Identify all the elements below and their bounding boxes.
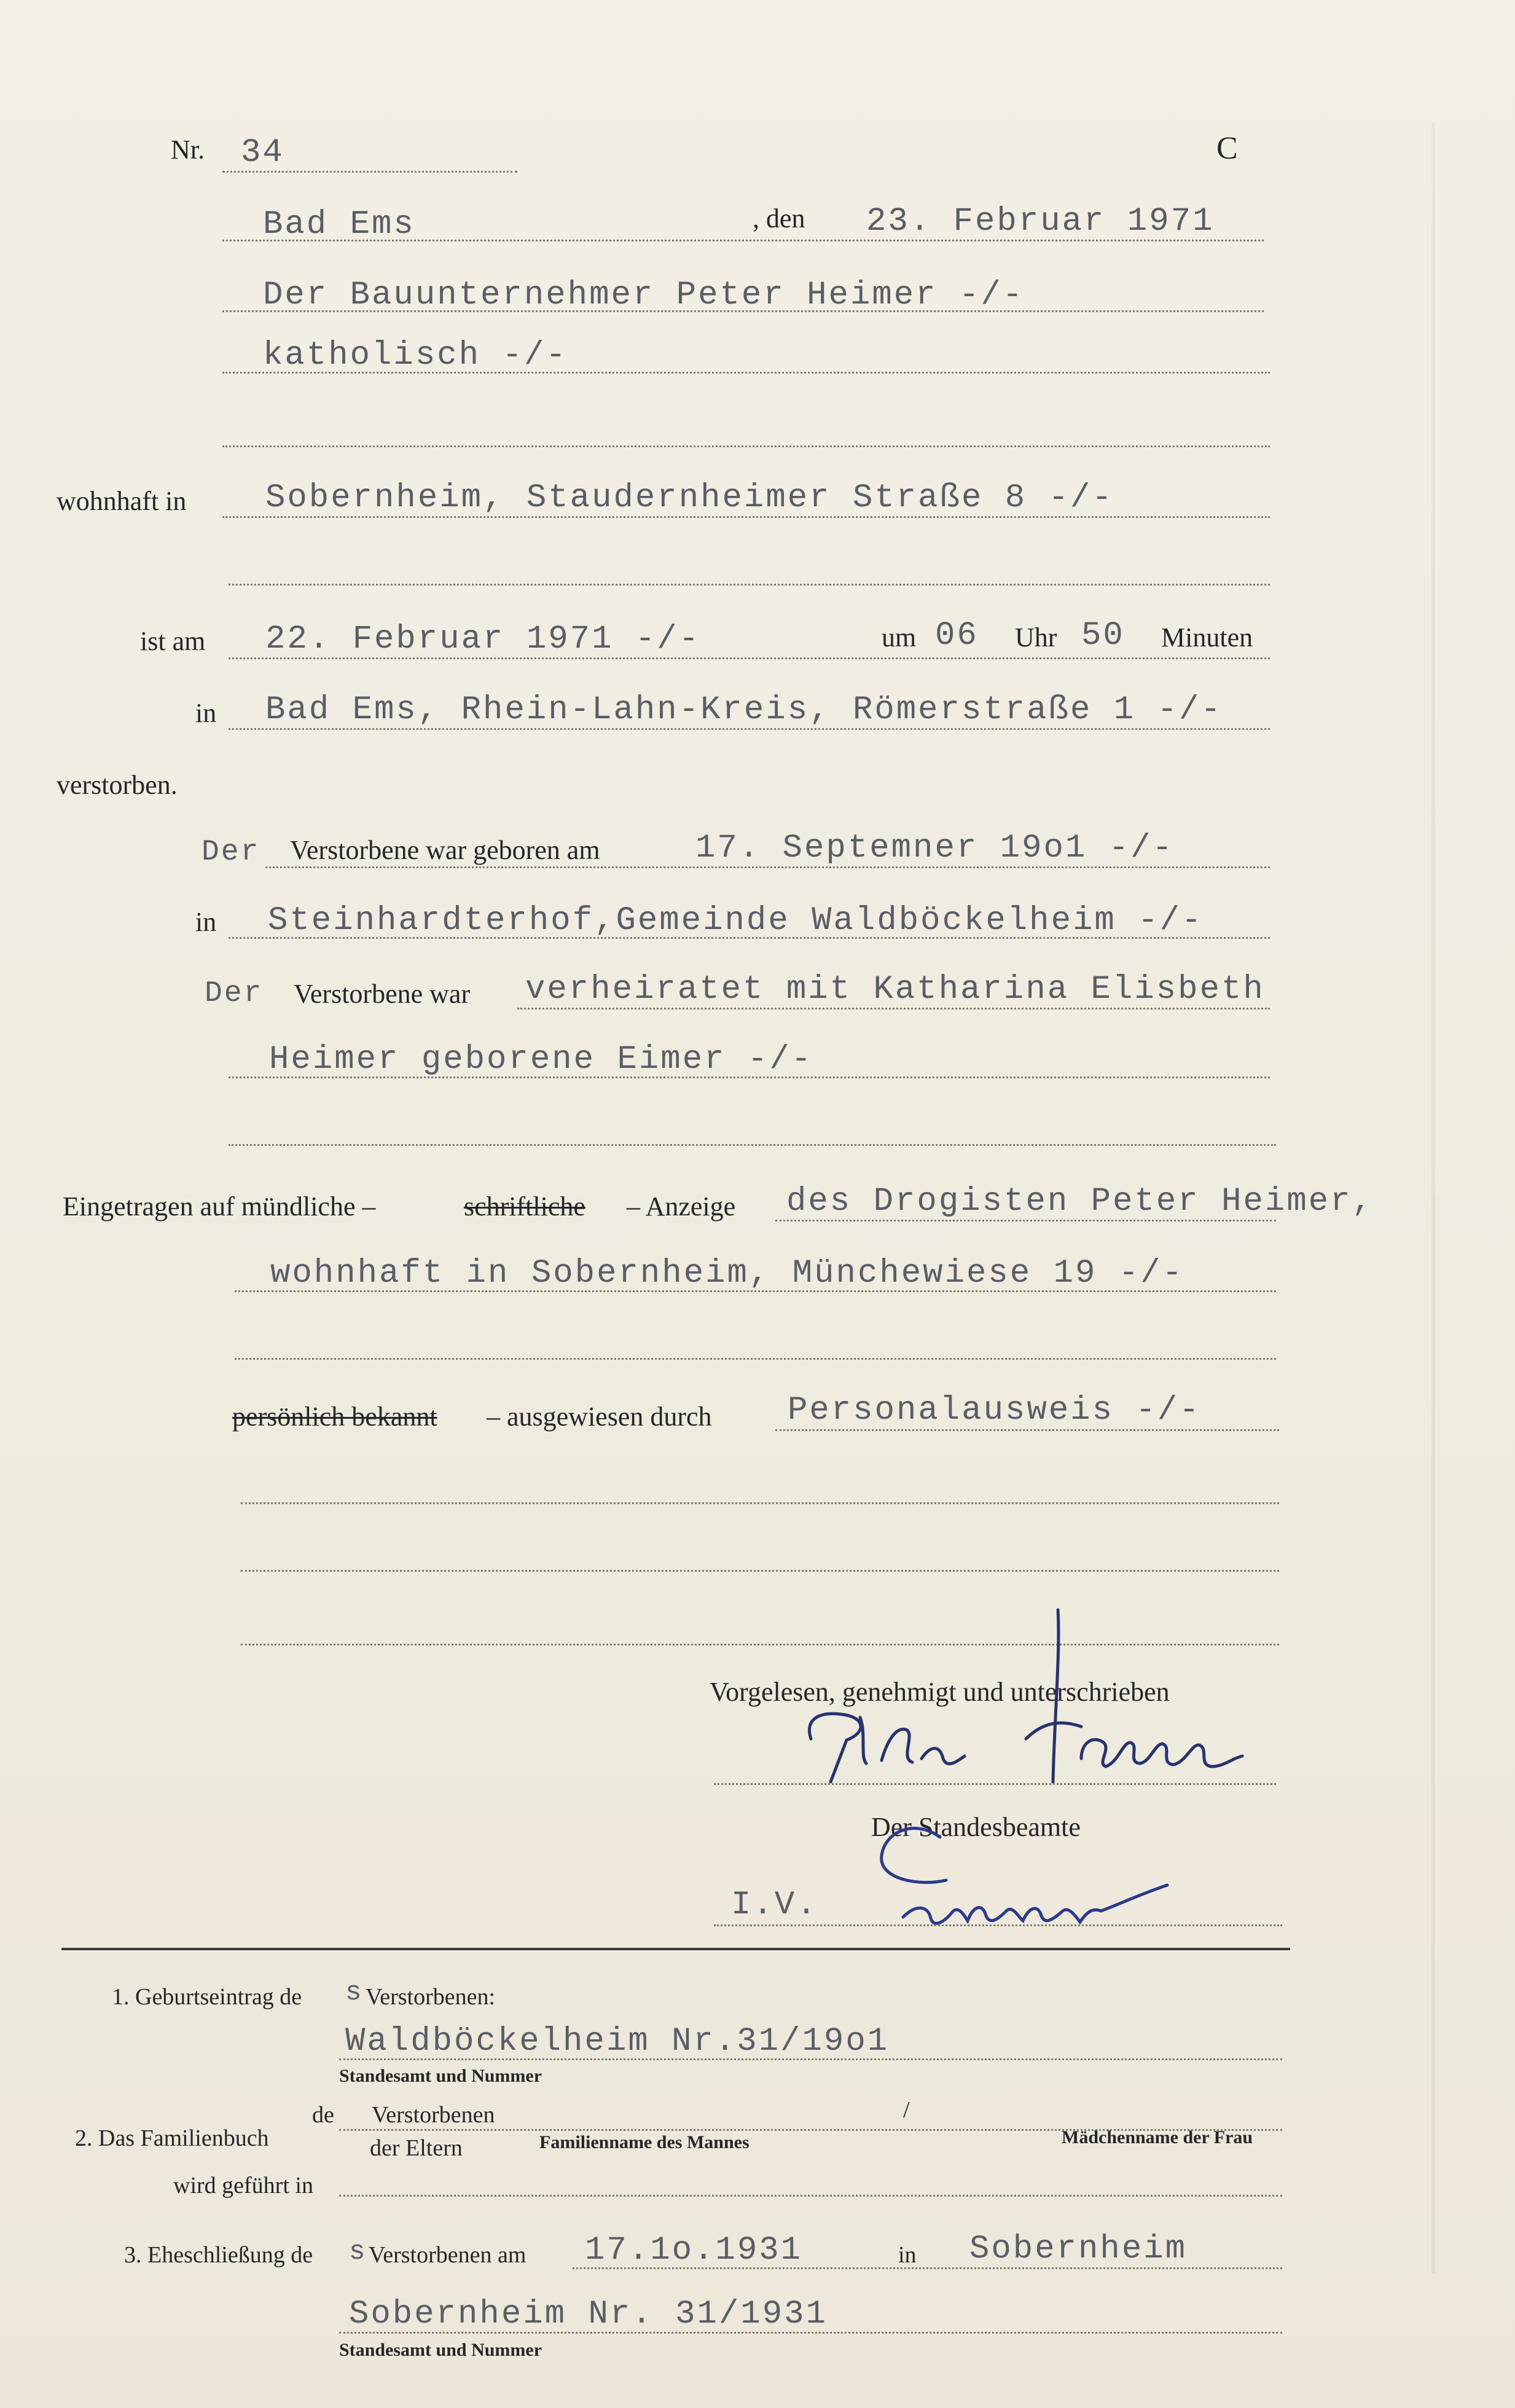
informant-line-2-rule xyxy=(222,372,1270,374)
death-in-label: in xyxy=(195,698,217,728)
verstorben-label: verstorben. xyxy=(57,770,178,800)
registration-line-2-rule xyxy=(235,1290,1276,1292)
informant-line-1: Der Bauunternehmer Peter Heimer -/- xyxy=(263,276,1025,314)
iv-label: I.V. xyxy=(731,1886,818,1924)
item2-de: de xyxy=(312,2102,334,2128)
blank-line-5 xyxy=(241,1502,1279,1504)
register-letter: C xyxy=(1216,131,1238,166)
show-through-shadow xyxy=(1431,123,1509,2273)
item2-bottom-rule xyxy=(339,2195,1282,2197)
item3-caption: Standesamt und Nummer xyxy=(339,2340,542,2360)
item1-label: 1. Geburtseintrag de xyxy=(112,1984,302,2010)
place-of-registration: Bad Ems xyxy=(263,206,415,243)
item3-in-label: in xyxy=(898,2242,917,2268)
birth-label: Verstorbene war geboren am xyxy=(290,835,600,865)
registration-label-suffix: – Anzeige xyxy=(627,1191,736,1222)
informant-line-1-rule xyxy=(222,310,1264,312)
death-date: 22. Februar 1971 -/- xyxy=(265,621,701,658)
footer-separator xyxy=(61,1948,1290,1950)
birth-der-typed: Der xyxy=(202,836,260,869)
marriage-line-2: Heimer geborene Eimer -/- xyxy=(269,1041,813,1078)
item1-typed-s: s xyxy=(345,1977,364,2008)
marriage-line-1: verheiratet mit Katharina Elisbeth xyxy=(525,971,1265,1008)
blank-line-1 xyxy=(222,445,1270,447)
official-signature xyxy=(848,1813,1192,1948)
item2-option-eltern: der Eltern xyxy=(370,2135,463,2161)
item3-label: 3. Eheschließung de xyxy=(124,2242,313,2268)
item2-caption-wife: Mädchenname der Frau xyxy=(1062,2127,1253,2147)
registration-line-1: des Drogisten Peter Heimer, xyxy=(786,1183,1374,1220)
item3-place: Sobernheim xyxy=(969,2230,1188,2268)
marriage-der-typed: Der xyxy=(205,977,264,1010)
registration-line-2: wohnhaft in Sobernheim, Münchewiese 19 -/- xyxy=(270,1255,1184,1292)
death-minutes: 50 xyxy=(1081,617,1125,654)
item1-caption: Standesamt und Nummer xyxy=(339,2066,542,2086)
blank-line-6 xyxy=(241,1570,1279,1572)
informant-line-2: katholisch -/- xyxy=(263,337,568,374)
item1-rule xyxy=(339,2058,1282,2060)
registration-label-prefix: Eingetragen auf mündliche – xyxy=(63,1191,376,1222)
item3-date: 17.1o.1931 xyxy=(585,2232,803,2269)
birth-date: 17. Septemner 19o1 -/- xyxy=(695,829,1174,867)
entry-number: 34 xyxy=(241,134,284,171)
wohnhaft-label: wohnhaft in xyxy=(57,486,187,516)
um-label: um xyxy=(882,622,917,653)
death-place: Bad Ems, Rhein-Lahn-Kreis, Römerstraße 1 -/- xyxy=(265,691,1223,729)
birth-place: Steinhardterhof,Gemeinde Waldböckelheim -/- xyxy=(268,902,1204,939)
registration-line-1-rule xyxy=(775,1220,1276,1222)
item2-label: 2. Das Familienbuch xyxy=(75,2125,269,2151)
death-date-rule xyxy=(229,657,1270,659)
item3-rule xyxy=(573,2267,1282,2269)
item1-suffix: Verstorbenen: xyxy=(366,1984,496,2010)
marriage-line-2-rule xyxy=(229,1077,1270,1078)
place-date-line xyxy=(222,240,1264,241)
signature-rule xyxy=(714,1783,1276,1785)
item1-value: Waldböckelheim Nr.31/19o1 xyxy=(345,2023,890,2060)
ist-am-label: ist am xyxy=(140,626,206,656)
nr-label: Nr. xyxy=(171,135,205,165)
death-place-rule xyxy=(229,728,1270,730)
item2-slash: / xyxy=(903,2097,910,2123)
id-rule xyxy=(775,1429,1279,1431)
informant-signature xyxy=(774,1598,1302,1800)
item3-suffix: Verstorbenen am xyxy=(369,2242,527,2268)
official-label: Der Standesbeamte xyxy=(871,1812,1081,1842)
item3-value-rule xyxy=(339,2332,1282,2334)
item2-option-verstorbenen: Verstorbenen xyxy=(372,2102,495,2128)
minuten-label: Minuten xyxy=(1161,622,1253,653)
approval-label: Vorgelesen, genehmigt und unterschrieben xyxy=(710,1677,1170,1707)
birth-place-rule xyxy=(229,937,1270,939)
item3-value: Sobernheim Nr. 31/1931 xyxy=(349,2296,828,2333)
item2-caption-husband: Familienname des Mannes xyxy=(539,2132,750,2152)
den-label: , den xyxy=(753,203,805,233)
id-struck-persoenlich-bekannt: persönlich bekannt xyxy=(232,1402,437,1432)
death-hour: 06 xyxy=(935,617,979,654)
blank-line-2 xyxy=(229,584,1270,586)
id-label: – ausgewiesen durch xyxy=(487,1402,712,1432)
registration-struck-schriftliche: schriftliche xyxy=(464,1191,585,1222)
residence-rule xyxy=(222,516,1270,518)
birth-in-label: in xyxy=(195,907,217,937)
blank-line-4 xyxy=(235,1358,1276,1360)
item3-typed-s: s xyxy=(349,2237,367,2267)
informant-residence: Sobernheim, Staudernheimer Straße 8 -/- xyxy=(265,479,1114,517)
birth-date-rule xyxy=(265,866,1270,868)
nr-line xyxy=(222,171,517,173)
registration-date: 23. Februar 1971 xyxy=(866,203,1215,240)
marriage-line-1-rule xyxy=(517,1008,1270,1010)
official-rule xyxy=(714,1924,1282,1926)
marriage-label: Verstorbene war xyxy=(294,979,471,1009)
uhr-label: Uhr xyxy=(1015,622,1057,653)
item2-wird-label: wird geführt in xyxy=(173,2173,313,2198)
blank-line-3 xyxy=(229,1144,1276,1146)
id-value: Personalausweis -/- xyxy=(788,1392,1201,1429)
